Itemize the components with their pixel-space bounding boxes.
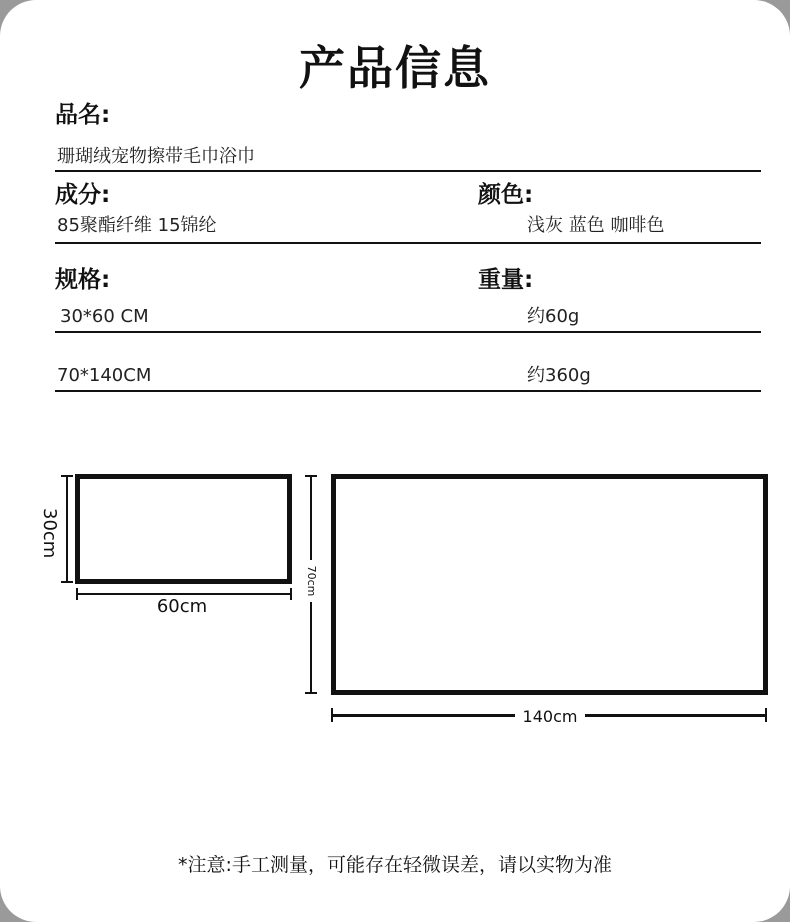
weight-row-small: 约60g: [527, 306, 580, 327]
color-label: 颜色:: [478, 182, 534, 208]
small-width-label: 60cm: [156, 596, 208, 617]
large-width-label: 140cm: [515, 707, 585, 727]
spec-row-large: 70*140CM: [57, 365, 152, 386]
measurement-note: *注意:手工测量，可能存在轻微误差，请以实物为准: [178, 854, 612, 876]
small-width-dimension-line: [76, 593, 292, 595]
weight-label: 重量:: [478, 267, 534, 293]
dimension-tick: [331, 708, 333, 722]
name-label: 品名:: [55, 102, 111, 128]
large-height-label: 70cm: [304, 560, 318, 602]
dimension-tick: [305, 692, 317, 694]
name-value: 珊瑚绒宠物擦带毛巾浴巾: [57, 146, 255, 167]
dimension-tick: [305, 475, 317, 477]
spec-label: 规格:: [55, 267, 111, 293]
small-towel-outline: [75, 474, 292, 584]
divider: [55, 331, 761, 333]
dimension-tick: [61, 581, 73, 583]
divider: [55, 242, 761, 244]
divider: [55, 390, 761, 392]
small-height-label: 30cm: [39, 508, 60, 559]
dimension-tick: [765, 708, 767, 722]
color-value: 浅灰 蓝色 咖啡色: [527, 215, 665, 236]
page-title: 产品信息: [299, 41, 491, 95]
small-height-dimension-line: [66, 475, 68, 583]
composition-value: 85聚酯纤维 15锦纶: [57, 215, 217, 236]
dimension-tick: [61, 475, 73, 477]
composition-label: 成分:: [55, 182, 111, 208]
dimension-tick: [76, 588, 78, 600]
spec-row-small: 30*60 CM: [60, 306, 149, 327]
large-towel-outline: [331, 474, 768, 695]
dimension-tick: [290, 588, 292, 600]
weight-row-large: 约360g: [527, 365, 591, 386]
divider: [55, 170, 761, 172]
